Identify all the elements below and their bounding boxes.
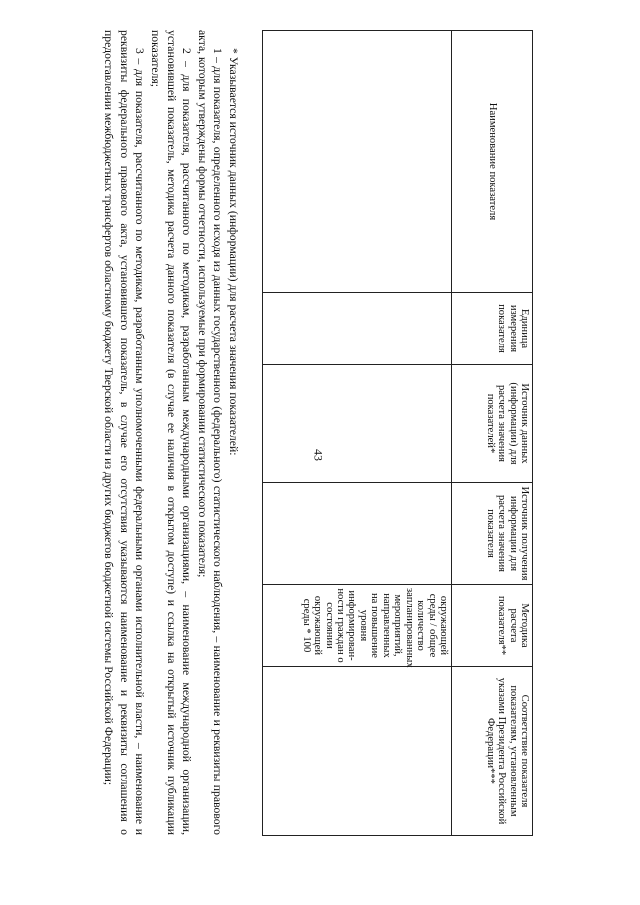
cell-data-source [263,365,452,483]
header-unit: Единица измерения показателя [452,293,533,365]
indicator-table [262,30,533,836]
footnotes [101,30,241,835]
footnote-1: 1 – для показателя, определенного исходя из данных государственного (федерального) статистического наблюдения, – наименование и реквизиты правового акта, которым утверждены формы отчетности, используемые при формировании статистического показателя; [195,30,225,835]
header-indicator-name: Наименование показателя [452,31,533,293]
footnote-2: 2 – для показателя, рассчитанного по методикам, разработанным международными организациями, – наименование международной организации, установившей показатель, методика расчета данного показателя (в случае ее наличия в открытом доступе) и ссылка на открытый источник публикации показателя; [149,30,194,835]
cell-indicator-name [263,31,452,293]
header-compliance: Соответствие показателя показателям, установленным указами Президента Российской Федерации*** [452,667,533,836]
cell-info-source [263,483,452,585]
cell-compliance [263,667,452,836]
table-header-row [452,31,533,836]
cell-method: окружающей среды / общее количество запланированных мероприятий, направленных на повышение уровня информирован-ности граждан о состоянии окружающей среды * 100 [263,585,452,667]
table-row [263,31,452,836]
cell-unit [263,293,452,365]
footnote-3: 3 – для показателя, рассчитанного по методикам, разработанным уполномоченными федеральными органами исполнительной власти, – наименование и реквизиты федерального правового акта, установившего показатель, в случае его отсутствия указываются наименование и реквизиты соглашения о предоставлении межбюджетных трансфертов областному бюджету Тверской области из других бюджетов бюджетной системы Российской Федерации; [102,30,147,835]
header-info-source: Источник получения информации для расчета значения показателя [452,483,533,585]
header-method: Методика расчета показателя** [452,585,533,667]
header-data-source: Источник данных (информации) для расчета значения показателей* [452,365,533,483]
page-number: 43 [311,449,326,461]
footnote-intro: * Указывается источник данных (информации) для расчета значения показателей: [227,48,240,456]
rotated-content [93,30,625,870]
